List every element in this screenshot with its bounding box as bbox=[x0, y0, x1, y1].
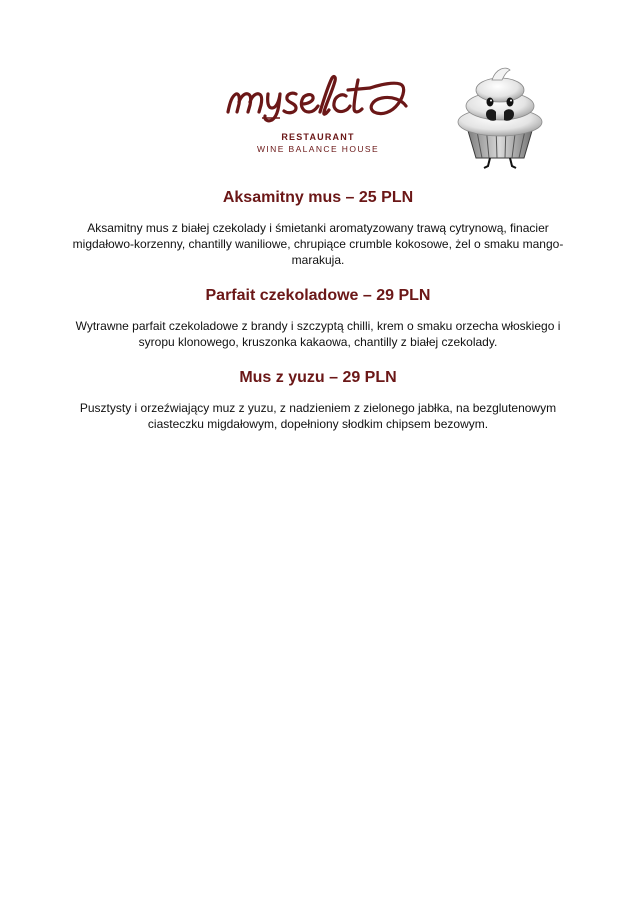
menu-item bbox=[70, 184, 566, 268]
cupcake-mascot-icon bbox=[452, 62, 548, 170]
menu-item bbox=[70, 282, 566, 350]
dish-description: Wytrawne parfait czekoladowe z brandy i szczyptą chilli, krem o smaku orzecha włoskiego i syropu klonowego, kruszonka kakaowa, chantilly z białej czekolady. bbox=[75, 319, 561, 349]
restaurant-logo bbox=[222, 72, 414, 152]
dish-title: Mus z yuzu – 29 PLN bbox=[239, 369, 397, 386]
page-header bbox=[0, 62, 636, 172]
dish-description: Pusztysty i orzeźwiający muz z yuzu, z nadzieniem z zielonego jabłka, na bezglutenowym ciasteczku migdałowym, dopełniony słodkim chipsem bezowym. bbox=[79, 401, 557, 431]
dessert-menu bbox=[70, 184, 566, 446]
logo-restaurant-label: RESTAURANT bbox=[281, 132, 355, 142]
menu-item bbox=[70, 364, 566, 432]
dish-title: Aksamitny mus – 25 PLN bbox=[222, 189, 414, 206]
logo-tagline: WINE BALANCE HOUSE bbox=[256, 144, 380, 154]
dish-description: Aksamitny mus z białej czekolady i śmietanki aromatyzowany trawą cytrynową, finacier migdałowo-korzenny, chantilly waniliowe, chrupiące crumble kokosowe, żel o smaku mango-marakuja. bbox=[72, 221, 564, 267]
logo-script-wordmark bbox=[222, 72, 414, 126]
dish-title: Parfait czekoladowe – 29 PLN bbox=[205, 287, 431, 304]
